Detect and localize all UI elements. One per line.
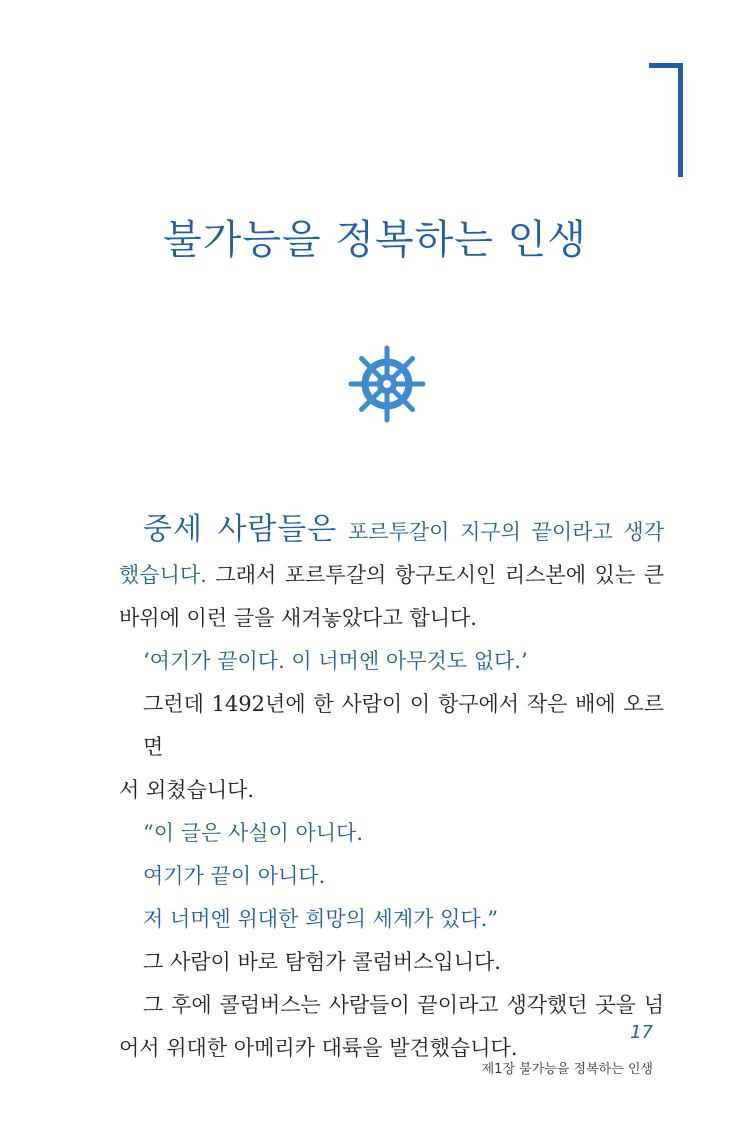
paragraph-line: 어서 위대한 아메리카 대륙을 발견했습니다. xyxy=(119,1036,518,1060)
quote-line: “이 글은 사실이 아니다. xyxy=(143,821,364,845)
quote-line: 저 너머엔 위대한 희망의 세계가 있다.” xyxy=(143,907,499,931)
running-footer: 제1장 불가능을 정복하는 인생 xyxy=(481,1062,653,1077)
chapter-corner-mark xyxy=(649,63,683,177)
paragraph-line: 그런데 1492년에 한 사람이 이 항구에서 작은 배에 오르면 xyxy=(143,692,664,759)
text-span: 포르투갈이 지구의 끝이라고 생각 xyxy=(337,520,664,544)
paragraph-line: 그 후에 콜럼버스는 사람들이 끝이라고 생각했던 곳을 넘 xyxy=(143,993,664,1017)
quote-line: 여기가 끝이 아니다. xyxy=(143,864,326,888)
text-span: 그래서 포르투갈의 항구도시인 리스본에 있는 큰 xyxy=(206,563,664,587)
lead-phrase: 중세 사람들은 xyxy=(143,512,338,547)
body-text xyxy=(119,508,664,1070)
paragraph-line: 바위에 이런 글을 새겨놓았다고 합니다. xyxy=(119,606,477,630)
inscription-quote: ‘여기가 끝이다. 이 너머엔 아무것도 없다.’ xyxy=(143,649,528,673)
paragraph-line xyxy=(119,508,664,554)
ship-wheel-icon xyxy=(348,345,426,423)
paragraph-line: 그 사람이 바로 탐험가 콜럼버스입니다. xyxy=(143,950,501,974)
page-number: 17 xyxy=(630,1022,653,1043)
text-span: 했습니다. xyxy=(119,563,207,587)
chapter-title: 불가능을 정복하는 인생 xyxy=(163,217,587,263)
paragraph-line: 서 외쳤습니다. xyxy=(119,778,255,802)
paragraph-line xyxy=(119,554,664,597)
